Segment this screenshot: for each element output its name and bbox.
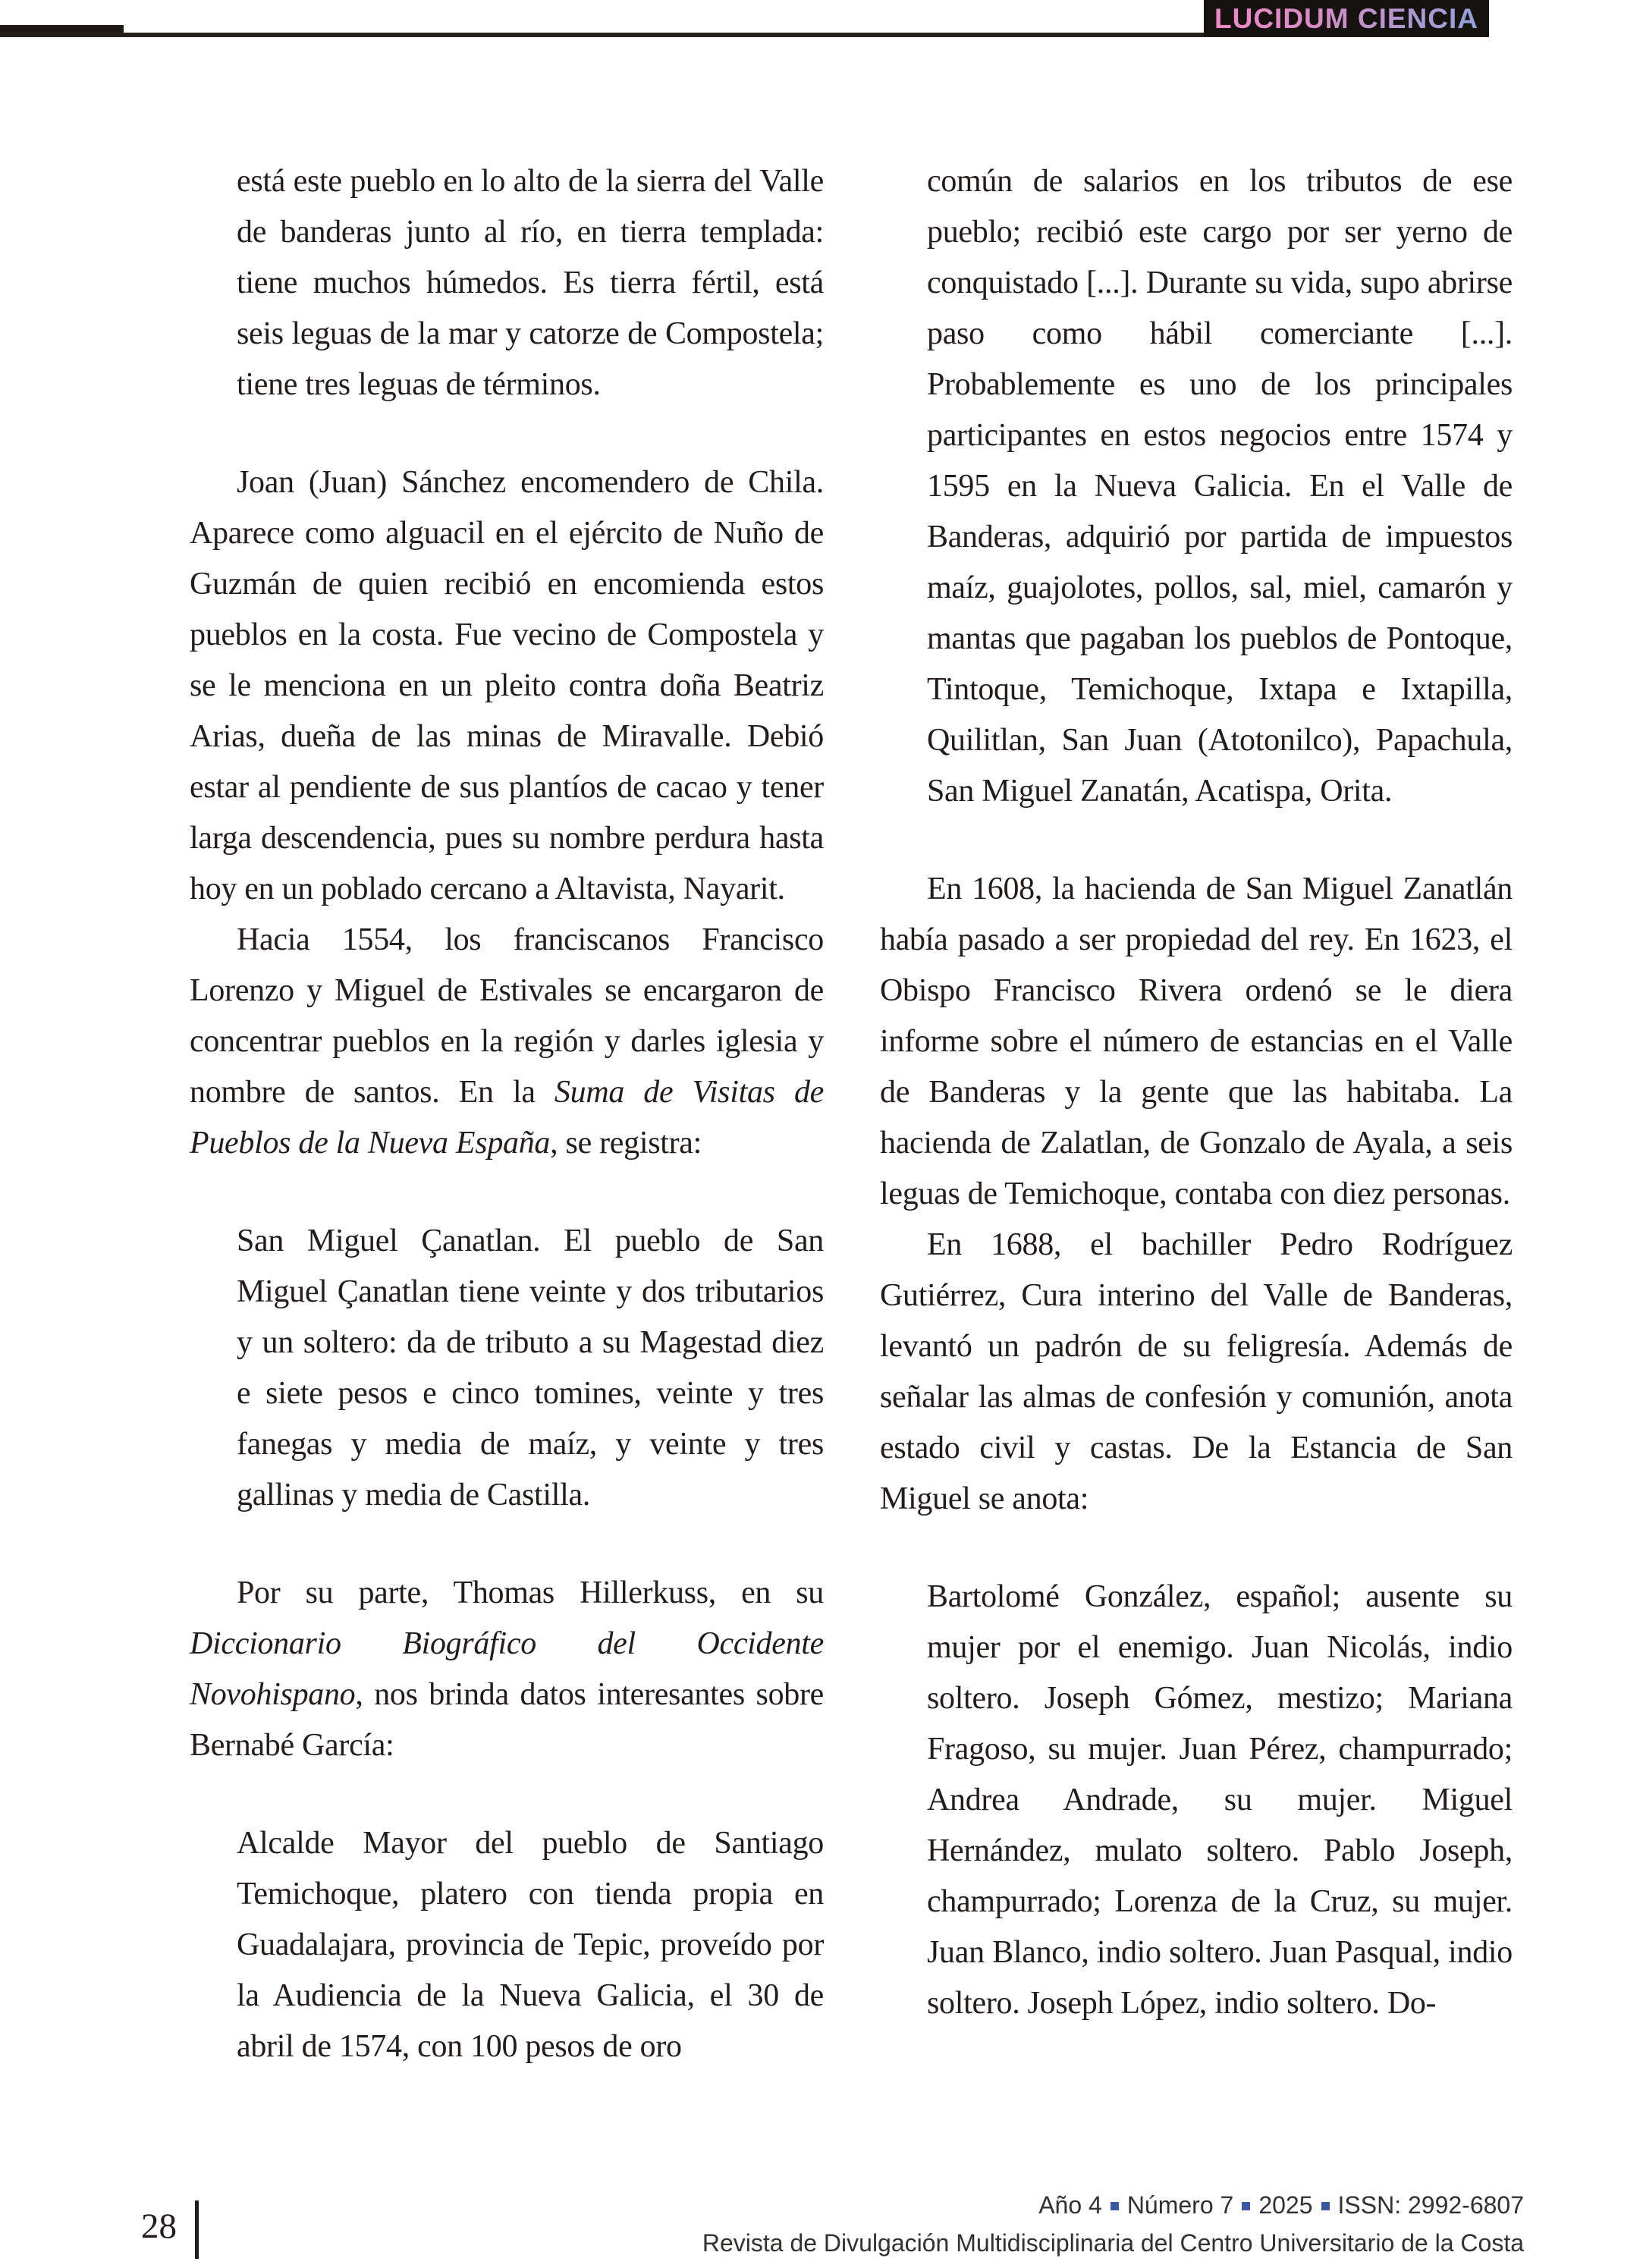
footer-journal-name: Revista de Divulgación Multidisciplinaria del Centro Universitario de la Costa (702, 2229, 1524, 2257)
text-run: Joan (Juan) Sánchez encomendero de Chila. Aparece como alguacil en el ejército de Nuño de Guzmán de quien recibió en encomienda estos pueblos en la costa. Fue vecino de Compostela y se le menciona en un pleito contra doña Beatriz Arias, dueña de las minas de Miravalle. Debió estar al pendiente de sus plantíos de cacao y tener larga descendencia, pues su nombre perdura hasta hoy en un poblado cercano a Altavista, Nayarit. (190, 465, 824, 906)
paragraph (190, 457, 824, 915)
masthead-box (1204, 0, 1489, 36)
journal-masthead: LUCIDUM CIENCIA (1214, 2, 1478, 34)
blockquote (927, 156, 1513, 817)
paragraph (880, 864, 1513, 1220)
separator-square-icon (1321, 2202, 1330, 2210)
footer-divider-bar (195, 2200, 199, 2259)
issue-segment: Número 7 (1126, 2191, 1234, 2219)
issue-segment: 2025 (1258, 2191, 1313, 2219)
text-run: común de salarios en los tributos de ese pueblo; recibió este cargo por ser yerno de conquistado [...]. Durante su vida, supo abrirse paso como hábil comerciante [...]. Probablemente es uno de los principales participantes en estos negocios entre 1574 y 1595 en la Nueva Galicia. En el Valle de Banderas, adquirió por partida de impuestos maíz, guajolotes, pollos, sal, miel, camarón y mantas que pagaban los pueblos de Pontoque, Tintoque, Temichoque, Ixtapa e Ixtapilla, Quilitlan, San Juan (Atotonilco), Papachula, San Miguel Zanatán, Acatispa, Orita. (927, 164, 1513, 809)
paragraph (190, 1568, 824, 1771)
text-run: Por su parte, Thomas Hillerkuss, en su (237, 1575, 824, 1610)
blockquote (927, 1572, 1513, 2029)
text-run: Bartolomé González, español; ausente su mujer por el enemigo. Juan Nicolás, indio soltero. Joseph Gómez, mestizo; Mariana Fragoso, su mujer. Juan Pérez, champurrado; Andrea Andrade, su mujer. Miguel Hernández, mulato soltero. Pablo Joseph, champurrado; Lorenza de la Cruz, su mujer. Juan Blanco, indio soltero. Juan Pasqual, indio soltero. Joseph López, indio soltero. Do- (927, 1579, 1513, 2021)
text-column-left (190, 156, 824, 2119)
paragraph (880, 1220, 1513, 1525)
text-run: Hacia 1554, los franciscanos Francisco Lorenzo y Miguel de Estivales se encargaron de concentrar pueblos en la región y darles iglesia y nombre de santos. En la (190, 922, 824, 1110)
blockquote (237, 1818, 824, 2072)
italic-run: Diccionario Biográfico del Occidente Novohispano (190, 1626, 824, 1712)
text-run: , se registra: (550, 1126, 702, 1161)
issue-segment: ISSN: 2992-6807 (1337, 2191, 1524, 2219)
footer-issue-info (702, 2186, 1524, 2224)
text-run: En 1608, la hacienda de San Miguel Zanatlán había pasado a ser propiedad del rey. En 1623, el Obispo Francisco Rivera ordenó se le diera informe sobre el número de estancias en el Valle de Banderas y la gente que las habitaba. La hacienda de Zalatlan, de Gonzalo de Ayala, a seis leguas de Temichoque, contaba con diez personas. (880, 872, 1513, 1211)
separator-square-icon (1111, 2202, 1119, 2210)
text-run: Alcalde Mayor del pueblo de Santiago Temichoque, platero con tienda propia en Guadalajara, provincia de Tepic, proveído por la Audiencia de la Nueva Galicia, el 30 de abril de 1574, con 100 pesos de oro (237, 1826, 824, 2064)
issue-segment: Año 4 (1038, 2191, 1102, 2219)
blockquote (237, 1216, 824, 1521)
blockquote (237, 156, 824, 410)
text-run: San Miguel Çanatlan. El pueblo de San Miguel Çanatlan tiene veinte y dos tributarios y un soltero: da de tributo a su Magestad diez e siete pesos e cinco tomines, veinte y tres fanegas y media de maíz, y veinte y tres gallinas y media de Castilla. (237, 1224, 824, 1513)
italic-run: Suma de Visitas de Pueblos de la Nueva España (190, 1075, 824, 1161)
page-number: 28 (141, 2207, 177, 2246)
text-run: En 1688, el bachiller Pedro Rodríguez Gutiérrez, Cura interino del Valle de Banderas, levantó un padrón de su feligresía. Además de señalar las almas de confesión y comunión, anota estado civil y castas. De la Estancia de San Miguel se anota: (880, 1227, 1513, 1516)
text-column-right (880, 156, 1513, 2076)
text-run: , nos brinda datos interesantes sobre Bernabé García: (190, 1677, 824, 1763)
footer-info (702, 2186, 1524, 2262)
text-run: está este pueblo en lo alto de la sierra del Valle de banderas junto al río, en tierra templada: tiene muchos húmedos. Es tierra fértil, está seis leguas de la mar y catorze de Compostela; tiene tres leguas de términos. (237, 164, 824, 402)
paragraph (190, 915, 824, 1169)
separator-square-icon (1242, 2202, 1250, 2210)
